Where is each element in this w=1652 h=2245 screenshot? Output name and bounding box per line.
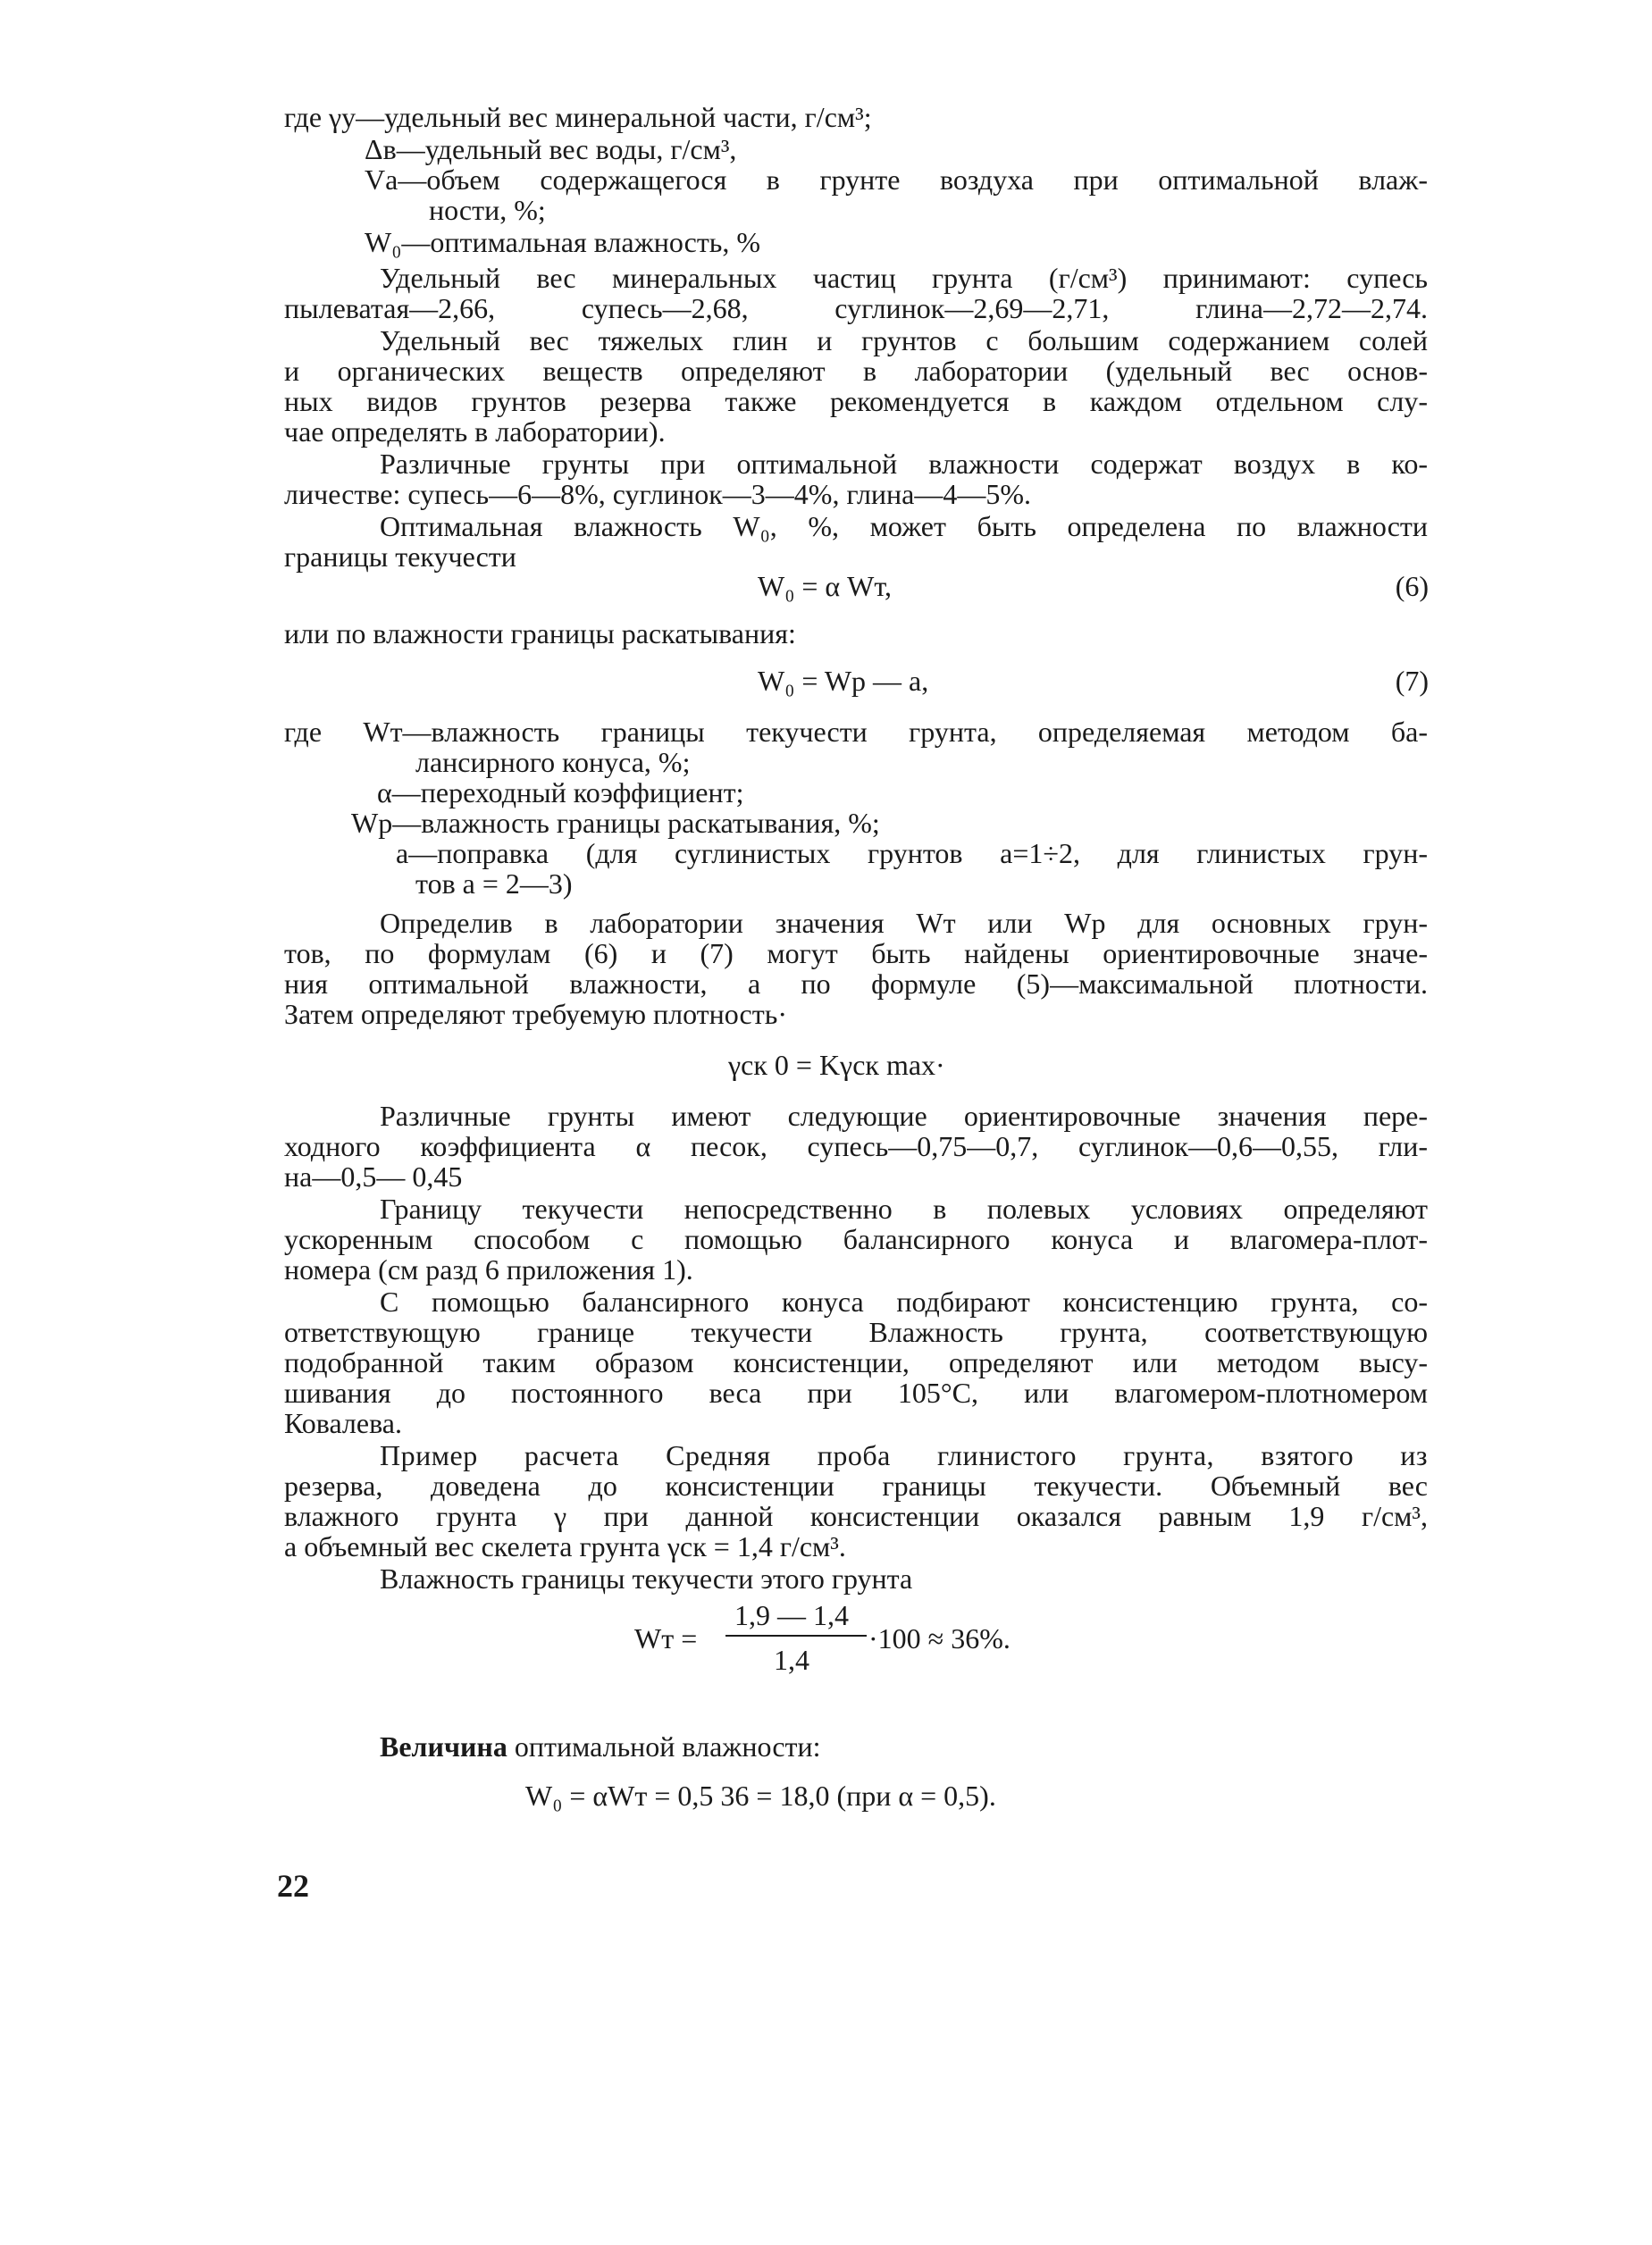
text-line: подобранной таким образом консистенции, определяют или методом высу-	[284, 1346, 1428, 1378]
text-line: где Wт—влажность границы текучести грунта, определяемая методом ба-	[284, 716, 1428, 748]
text-line: чае определять в лаборатории).	[284, 415, 666, 448]
text-line: тов a = 2—3)	[415, 867, 573, 900]
text-line: границы текучести	[284, 540, 516, 573]
text-line: или по влажности границы раскатывания:	[284, 617, 796, 649]
text-line: Ковалева.	[284, 1407, 402, 1439]
equation-number: (6)	[1395, 570, 1429, 602]
text-line: W₀—оптимальная влажность, %	[365, 226, 761, 258]
text-line: Δв—удельный вес воды, г/см³,	[365, 133, 737, 165]
text-span: оптимальной влажности:	[507, 1730, 821, 1763]
text-line: где γу—удельный вес минеральной части, г/см³;	[284, 101, 872, 133]
text-line: a—поправка (для суглинистых грунтов a=1÷2, для глинистых грун-	[396, 837, 1428, 869]
text-line: Пример расчета Средняя проба глинистого грунта, взятого из	[380, 1439, 1428, 1471]
text-line: С помощью балансирного конуса подбирают консистенцию грунта, со-	[380, 1286, 1428, 1318]
formula-6: W₀ = α Wт,	[758, 570, 892, 602]
text-line: Влажность границы текучести этого грунта	[380, 1562, 913, 1595]
text-line: Различные грунты при оптимальной влажности содержат воздух в ко-	[380, 448, 1428, 480]
text-line: лансирного конуса, %;	[415, 746, 691, 778]
text-line: Оптимальная влажность W₀, %, может быть определена по влажности	[380, 510, 1428, 542]
formula-w0-final: W₀ = αWт = 0,5 36 = 18,0 (при α = 0,5).	[525, 1780, 996, 1812]
text-line: α—переходный коэффициент;	[377, 776, 744, 808]
equation-number: (7)	[1395, 665, 1429, 697]
text-line: Wр—влажность границы раскатывания, %;	[351, 807, 880, 839]
text-line: ускоренным способом с помощью балансирного конуса и влагомера-плот-	[284, 1223, 1428, 1255]
text-line: пылеватая—2,66, супесь—2,68, суглинок—2,69—2,71, глина—2,72—2,74.	[284, 292, 1428, 324]
text-line: личестве: супесь—6—8%, суглинок—3—4%, глина—4—5%.	[284, 478, 1032, 510]
text-line: Различные грунты имеют следующие ориентировочные значения пере-	[380, 1100, 1428, 1132]
text-line: ности, %;	[429, 194, 546, 226]
text-line: тов, по формулам (6) и (7) могут быть найдены ориентировочные значе-	[284, 937, 1428, 969]
text-line: Удельный вес тяжелых глин и грунтов с большим содержанием солей	[380, 324, 1428, 356]
fraction-denominator: 1,4	[774, 1644, 809, 1676]
text-line: Vа—объем содержащегося в грунте воздуха при оптимальной влаж-	[365, 163, 1428, 196]
text-line: Границу текучести непосредственно в полевых условиях определяют	[380, 1193, 1428, 1225]
text-line: Затем определяют требуемую плотность·	[284, 998, 787, 1030]
text-line: шивания до постоянного веса при 105°C, или влагомером-плотномером	[284, 1377, 1428, 1409]
text-line: и органических веществ определяют в лаборатории (удельный вес основ-	[284, 355, 1428, 387]
text-line: а объемный вес скелета грунта γск = 1,4 г/см³.	[284, 1530, 846, 1562]
text-line: ходного коэффициента α песок, супесь—0,75—0,7, суглинок—0,6—0,55, гли-	[284, 1130, 1428, 1162]
formula-density: γск 0 = Kγск max·	[728, 1049, 945, 1081]
text-line: Удельный вес минеральных частиц грунта (г/см³) принимают: супесь	[380, 262, 1428, 294]
page-number: 22	[277, 1868, 309, 1904]
text-line: Определив в лаборатории значения Wт или Wр для основных грун-	[380, 907, 1428, 939]
formula-7: W₀ = Wр — a,	[758, 665, 929, 697]
text-line: влажного грунта γ при данной консистенции оказался равным 1,9 г/см³,	[284, 1500, 1428, 1532]
fraction-numerator: 1,9 — 1,4	[734, 1599, 849, 1631]
formula-wt-rhs: ·100 ≈ 36%.	[868, 1622, 1010, 1654]
formula-wt-lhs: Wт =	[634, 1622, 698, 1654]
bold-word: Величина	[380, 1730, 507, 1763]
text-line	[380, 1730, 1428, 1763]
text-line: ответствующую границе текучести Влажность грунта, соответствующую	[284, 1316, 1428, 1348]
text-line: ных видов грунтов резерва также рекомендуется в каждом отдельном слу-	[284, 385, 1428, 417]
text-line: резерва, доведена до консистенции границы текучести. Объемный вес	[284, 1470, 1428, 1502]
text-line: номера (см разд 6 приложения 1).	[284, 1253, 693, 1286]
text-line: на—0,5— 0,45	[284, 1160, 463, 1193]
text-line: ния оптимальной влажности, а по формуле (5)—максимальной плотности.	[284, 968, 1428, 1000]
fraction-bar	[725, 1635, 867, 1637]
